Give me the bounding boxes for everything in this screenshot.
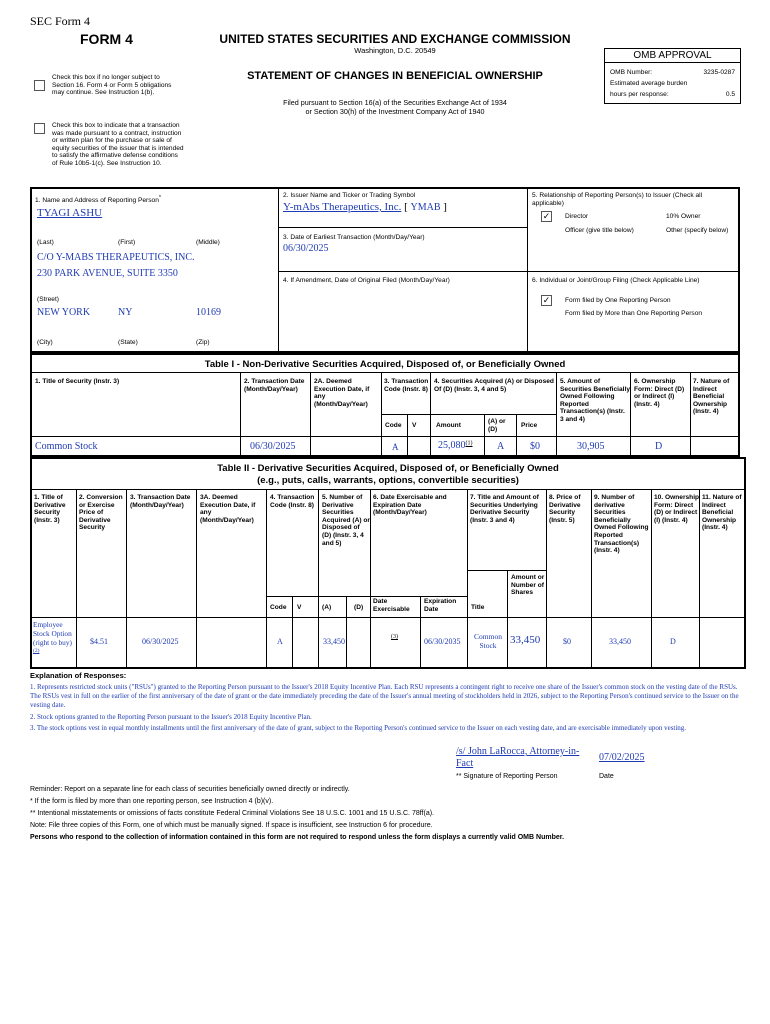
other-label: Other (specify below) [666, 227, 729, 234]
footnote-1-text: 1. Represents restricted stock units ("RSUs") granted to the Reporting Person pursuant to the Issuer's 2018 Equity Incentive Plan. Each RSU represents a contingent right to receive one share of the Issuer's common stock on the vesting date of the RSUs. The RSUs vest in full on the earlier of the first anniversary of the date of grant or the date immediately preceding the date of the Issuer's annual meeting of stockholders held in 2026, subject to the Reporting Person's continued service to the Issuer on the vesting date. [30, 683, 739, 709]
last-label: (Last) [37, 239, 54, 246]
officer-label: Officer (give title below) [565, 227, 634, 234]
t2-sub-title: Title [471, 604, 485, 611]
footnote-2-link[interactable]: (2) [33, 648, 40, 654]
t2-col-title: 1. Title of Derivative Security (Instr. 3) [34, 494, 66, 524]
t2-underlying-shares: 33,450 [510, 634, 541, 646]
agency-city: Washington, D.C. 20549 [354, 46, 436, 55]
t2-sub-expiration: Expiration Date [424, 598, 457, 613]
t1-col-owned: 5. Amount of Securities Beneficially Owned Following Reported Transaction(s) (Instr. 3 and 4) [560, 378, 631, 423]
no-longer-subject-text: Check this box if no longer subject to Section 16. Form 4 or Form 5 obligations may continue. See Instruction 1(b). [52, 74, 172, 97]
t2-expiration-date: 06/30/2035 [424, 637, 461, 646]
t1-owned: 30,905 [577, 441, 605, 452]
table-2-subtitle: (e.g., puts, calls, warrants, options, convertible securities) [257, 475, 519, 486]
t2-sub-v: V [297, 604, 302, 611]
ticker-symbol: YMAB [410, 202, 441, 213]
rule-10b5-checkbox[interactable] [34, 123, 45, 134]
t2-sub-amount: Amount or Number of Shares [511, 574, 545, 597]
t1-sub-price: Price [521, 422, 538, 429]
footnote-2-text: 2. Stock options granted to the Reporting Person pursuant to the Issuer's 2018 Equity Incentive Plan. [30, 713, 312, 721]
street-label: (Street) [37, 296, 59, 303]
misstatement-note: ** Intentional misstatements or omissions of facts constitute Federal Criminal Violations See 18 U.S.C. 1001 and 15 U.S.C. 78ff(a). [30, 810, 434, 817]
footnote-3-text: 3. The stock options vest in equal monthly installments until the first anniversary of the date of grant, subject to the Reporting Person's continued service to the Issuer on each vesting date, and are exercisable immediately upon vesting. [30, 724, 687, 732]
t1-col-securities: 4. Securities Acquired (A) or Disposed Of (D) (Instr. 3, 4 and 5) [434, 378, 554, 393]
no-longer-subject-checkbox[interactable] [34, 80, 45, 91]
t2-derivative-price: $0 [563, 637, 571, 646]
omb-approval-box [604, 48, 741, 104]
t1-sub-v: V [412, 422, 417, 429]
state-label: (State) [118, 339, 138, 346]
omb-title: OMB APPROVAL [605, 49, 740, 63]
issuer-line: Y-mAbs Therapeutics, Inc. [ YMAB ] [283, 201, 447, 213]
t2-ownership-form: D [670, 637, 676, 646]
t1-sub-ad: (A) or (D) [488, 418, 506, 433]
copies-note: Note: File three copies of this Form, one of which must be manually signed. If space is insufficient, see Instruction 6 for procedure. [30, 822, 433, 829]
director-label: Director [565, 213, 589, 220]
t1-sub-code: Code [385, 422, 402, 429]
omb-number: 3235-0287 [703, 69, 735, 76]
box4-label: 4. If Amendment, Date of Original Filed (Month/Day/Year) [283, 277, 450, 284]
t2-acquired: 33,450 [323, 637, 345, 646]
omb-burden-label: Estimated average burden [610, 80, 688, 87]
footnote-3-link[interactable]: (3) [391, 634, 398, 640]
director-checkbox[interactable]: ✓ [542, 211, 551, 221]
t2-col-nature: 11. Nature of Indirect Beneficial Ownership (Instr. 4) [702, 494, 742, 532]
t2-owned: 33,450 [609, 637, 631, 646]
signature: /s/ John LaRocca, Attorney-in- Fact [456, 746, 580, 769]
t1-sub-amount: Amount [436, 422, 461, 429]
zip-value: 10169 [196, 307, 221, 318]
address-line-1: C/O Y-MABS THERAPEUTICS, INC. [37, 252, 195, 263]
instruction-note: * If the form is filed by more than one reporting person, see Instruction 4 (b)(v). [30, 798, 274, 805]
city-label: (City) [37, 339, 53, 346]
zip-label: (Zip) [196, 339, 210, 346]
box1-label: 1. Name and Address of Reporting Person* [35, 195, 162, 205]
box6-label: 6. Individual or Joint/Group Filing (Check Applicable Line) [532, 277, 700, 284]
t1-col-deemed: 2A. Deemed Execution Date, if any (Month/Day/Year) [314, 378, 370, 408]
t1-col-nature: 7. Nature of Indirect Beneficial Ownership (Instr. 4) [693, 378, 730, 416]
t2-sub-code: Code [270, 604, 287, 611]
middle-label: (Middle) [196, 239, 220, 246]
t2-col-owned: 9. Number of derivative Securities Beneficially Owned Following Reported Transaction(s) (Instr. 4) [594, 494, 649, 555]
t2-sub-a: (A) [322, 604, 332, 611]
t1-transaction-date: 06/30/2025 [250, 441, 296, 452]
t2-col-date: 3. Transaction Date (Month/Day/Year) [130, 494, 191, 509]
box3-label: 3. Date of Earliest Transaction (Month/Day/Year) [283, 234, 425, 241]
ten-percent-owner-label: 10% Owner [666, 213, 701, 220]
issuer-name-link[interactable]: Y-mAbs Therapeutics, Inc. [283, 201, 402, 213]
t2-col-number: 5. Number of Derivative Securities Acquired (A) or Disposed of (D) (Instr. 3, 4 and 5) [322, 494, 370, 547]
t1-acquired-disposed: A [497, 441, 505, 452]
t1-security-title: Common Stock [35, 441, 98, 452]
t2-exercise-price: $4.51 [90, 637, 108, 646]
table-1-title: Table I - Non-Derivative Securities Acquired, Disposed of, or Beneficially Owned [204, 359, 566, 370]
t2-col-deemed: 3A. Deemed Execution Date, if any (Month/Day/Year) [200, 494, 256, 524]
signature-date: 07/02/2025 [599, 752, 645, 763]
table-2-title: Table II - Derivative Securities Acquired, Disposed of, or Beneficially Owned [217, 463, 559, 474]
t2-code: A [277, 637, 283, 646]
reminder-text: Reminder: Report on a separate line for each class of securities beneficially owned directly or indirectly. [30, 786, 350, 793]
city-value: NEW YORK [37, 307, 91, 318]
filed-line-2: or Section 30(h) of the Investment Company Act of 1940 [305, 107, 485, 116]
t2-derivative-title: Employee Stock Option (right to buy)$^{(2)}$ [33, 620, 72, 654]
one-person-label: Form filed by One Reporting Person [565, 297, 671, 304]
t1-col-date: 2. Transaction Date (Month/Day/Year) [244, 378, 305, 393]
t1-ownership-form: D [655, 441, 663, 452]
t1-col-code: 3. Transaction Code (Instr. 8) [384, 378, 429, 393]
box2-label: 2. Issuer Name and Ticker or Trading Symbol [283, 192, 416, 199]
omb-hours: 0.5 [725, 91, 735, 98]
t2-col-price: 8. Price of Derivative Security (Instr. 5) [549, 494, 581, 524]
t1-code: A [392, 442, 399, 452]
sec-form-label: SEC Form 4 [30, 14, 91, 28]
one-person-checkbox[interactable]: ✓ [542, 295, 551, 305]
t2-underlying-title: Common Stock [474, 632, 502, 650]
address-line-2: 230 PARK AVENUE, SUITE 3350 [37, 268, 178, 279]
earliest-transaction-date: 06/30/2025 [283, 243, 329, 254]
date-label: Date [599, 773, 614, 780]
footnote-1-link[interactable]: (1) [465, 440, 473, 447]
t1-col-form: 6. Ownership Form: Direct (D) or Indirect (I) (Instr. 4) [634, 378, 685, 408]
t2-sub-exercisable: Date Exercisable [373, 598, 410, 613]
reporting-person-name[interactable]: TYAGI ASHU [37, 207, 103, 219]
agency-title: UNITED STATES SECURITIES AND EXCHANGE COMMISSION [219, 32, 571, 46]
form-title: FORM 4 [80, 31, 133, 47]
t2-sub-d: (D) [354, 604, 364, 611]
rule-10b5-text: Check this box to indicate that a transaction was made pursuant to a contract, instruction or written plan for the purchase or sale of equity securities of the issuer that is intended to satisfy the affirmative defense conditions of Rule 10b5-1(c). See Instruction 10. [52, 122, 184, 167]
t2-col-underlying: 7. Title and Amount of Securities Underlying Derivative Security (Instr. 3 and 4) [470, 494, 539, 524]
omb-hours-label: hours per response: [610, 91, 669, 98]
t2-transaction-date: 06/30/2025 [142, 637, 179, 646]
filed-line-1: Filed pursuant to Section 16(a) of the Securities Exchange Act of 1934 [283, 98, 507, 107]
t2-col-conversion: 2. Conversion or Exercise Price of Derivative Security [79, 494, 123, 532]
state-value: NY [118, 307, 133, 318]
t2-col-exercise: 6. Date Exercisable and Expiration Date (Month/Day/Year) [373, 494, 447, 517]
signature-label: ** Signature of Reporting Person [456, 773, 558, 780]
t2-col-code: 4. Transaction Code (Instr. 8) [270, 494, 315, 509]
t1-price: $0 [530, 441, 540, 452]
explanation-title: Explanation of Responses: [30, 671, 127, 680]
t1-col-title: 1. Title of Security (Instr. 3) [35, 378, 120, 385]
statement-title: STATEMENT OF CHANGES IN BENEFICIAL OWNERSHIP [247, 70, 543, 82]
t1-amount-cell: 25,080$^{(1)}$ [438, 440, 473, 451]
more-persons-label: Form filed by More than One Reporting Person [565, 310, 703, 317]
box5-label: 5. Relationship of Reporting Person(s) to Issuer (Check all applicable) [532, 192, 703, 207]
omb-number-label: OMB Number: [610, 69, 653, 76]
first-label: (First) [118, 239, 136, 246]
t2-col-form: 10. Ownership Form: Direct (D) or Indirect (I) (Instr. 4) [654, 494, 700, 524]
omb-notice: Persons who respond to the collection of information contained in this form are not required to respond unless the form displays a currently valid OMB Number. [30, 834, 565, 841]
